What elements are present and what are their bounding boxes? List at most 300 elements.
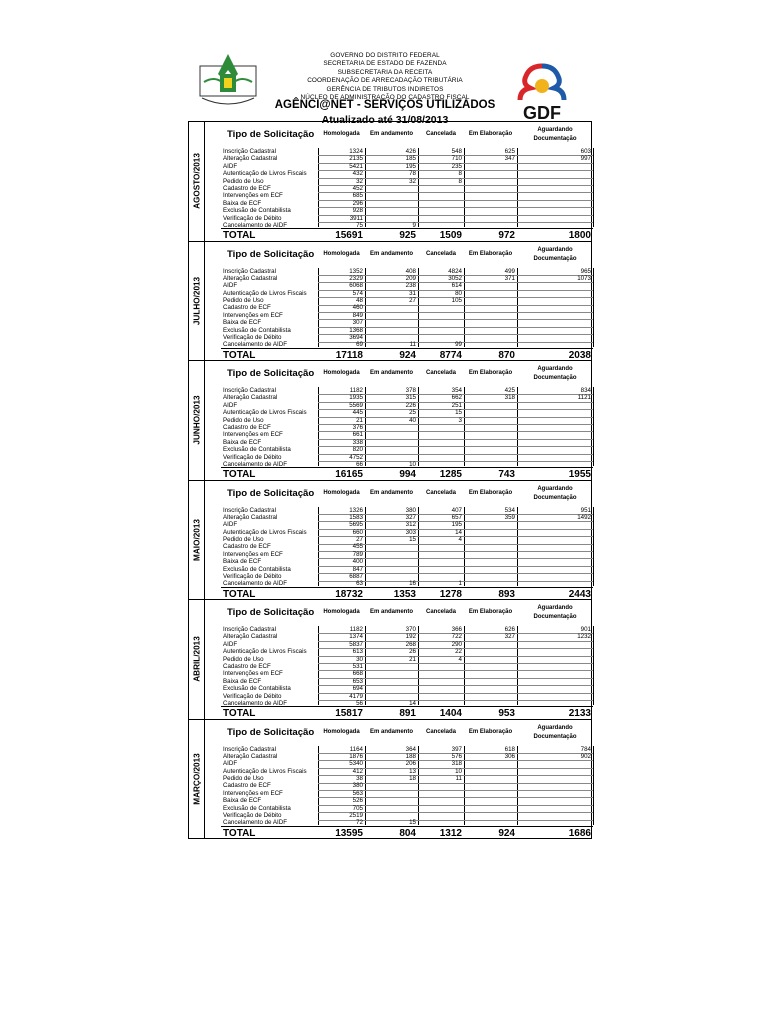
column-header-elaboracao: Em Elaboração [468,728,513,735]
month-block [188,241,592,362]
month-label: AGOSTO/2013 [192,153,201,210]
total-value: 972 [498,230,515,241]
table-header [221,122,593,148]
table-row [221,200,593,207]
total-value: 743 [498,469,515,480]
row-label: Alteração Cadastral [223,274,278,282]
table-row [221,797,593,804]
table-row [221,319,593,326]
cell-value: 603 [580,148,591,155]
total-value: 1404 [439,708,462,719]
cell-value: 1 [458,580,462,588]
cell-value: 195 [405,162,416,170]
row-label: AIDF [223,282,238,290]
cell-value: 1232 [577,633,591,641]
row-label: Inscrição Cadastral [223,626,276,633]
table-row [221,685,593,692]
total-value: 2133 [568,708,591,719]
row-label: Exclusão de Contabilista [223,565,291,573]
table-row [221,304,593,311]
table-row [221,446,593,453]
table-row [221,268,593,275]
cell-value: 576 [451,752,462,760]
column-header-aguardando-line2: Documentação [533,733,577,740]
cell-value: 400 [352,558,363,566]
cell-value: 188 [405,752,416,760]
row-label: Verificação de Débito [223,812,282,820]
total-label: TOTAL [223,708,256,719]
cell-value: 1182 [349,387,363,394]
column-header-aguardando-line2: Documentação [533,494,577,501]
cell-value: 80 [455,289,462,297]
cell-value: 14 [409,699,416,707]
cell-value: 359 [504,513,515,521]
row-label: Inscrição Cadastral [223,148,276,155]
cell-value: 376 [352,423,363,431]
cell-value: 534 [504,506,515,514]
month-table [221,122,593,241]
row-label: Baixa de ECF [223,558,262,566]
cell-value: 40 [409,416,416,424]
month-label: MAIO/2013 [192,518,201,561]
grid-vertical-line [593,507,594,586]
cell-value: 1583 [349,513,363,521]
grid-vertical-line [593,148,594,227]
table-header [221,720,593,746]
cell-value: 75 [356,221,363,229]
cell-value: 2135 [349,155,363,163]
cell-value: 370 [405,626,416,633]
cell-value: 710 [451,155,462,163]
cell-value: 657 [451,513,462,521]
cell-value: 849 [352,311,363,319]
header-line: COORDENAÇÃO DE ARRECADAÇÃO TRIBUTÁRIA [307,77,463,85]
cell-value: 397 [451,745,462,753]
total-value: 893 [498,588,515,600]
total-value: 1800 [568,230,591,241]
total-value: 16165 [335,469,363,480]
table-row [221,163,593,170]
table-row [221,775,593,782]
column-header-aguardando-line1: Aguardando [537,366,573,372]
month-label-cell [189,242,205,361]
table-row [221,170,593,177]
cell-value: 56 [356,699,363,707]
cell-value: 445 [352,409,363,417]
month-block [188,480,592,601]
month-label-cell [189,481,205,600]
cell-value: 834 [580,387,591,394]
column-header-aguardando [517,604,593,622]
table-row [221,529,593,536]
row-label: Inscrição Cadastral [223,506,276,514]
column-header-aguardando-line1: Aguardando [537,485,573,492]
table-row [221,768,593,775]
cell-value: 354 [451,387,462,394]
table-row [221,693,593,700]
month-label-cell [189,361,205,480]
column-header-homologada: Homologada [323,131,360,137]
table-row [221,656,593,663]
table-row [221,678,593,685]
column-header-elaboracao: Em Elaboração [468,370,513,376]
table-row [221,536,593,543]
cell-value: 195 [451,521,462,529]
table-row [221,148,593,155]
cell-value: 626 [504,626,515,633]
cell-value: 3052 [448,274,462,282]
row-label: Exclusão de Contabilista [223,446,291,454]
grid-vertical-line [593,626,594,705]
row-label: Cancelamento de AIDF [223,341,287,349]
column-header-tipo: Tipo de Solicitação [227,368,315,379]
row-label: Exclusão de Contabilista [223,804,291,812]
cell-value: 296 [352,199,363,207]
cell-value: 66 [356,460,363,468]
cell-value: 3 [458,416,462,424]
column-header-cancelada: Cancelada [425,728,456,735]
table-row [221,805,593,812]
cell-value: 1876 [349,752,363,760]
cell-value: 789 [352,550,363,558]
row-label: Cancelamento de AIDF [223,699,287,707]
cell-value: 1121 [577,394,591,402]
row-label: Cancelamento de AIDF [223,819,287,827]
cell-value: 455 [352,543,363,551]
column-header-aguardando-line1: Aguardando [537,246,573,253]
cell-value: 694 [352,685,363,693]
header-line: GERÊNCIA DE TRIBUTOS INDIRETOS [326,85,444,93]
total-row [221,826,593,841]
table-row [221,297,593,304]
government-header-lines [250,52,520,102]
cell-value: 526 [352,797,363,805]
table-rows [221,148,593,229]
grid-vertical-line [593,387,594,466]
total-value: 17118 [335,349,363,361]
total-value: 13595 [335,827,363,839]
row-label: AIDF [223,521,238,529]
total-value: 1278 [439,588,462,600]
row-label: AIDF [223,162,238,170]
row-label: Autenticação de Livros Fiscais [223,767,307,775]
month-table [221,481,593,600]
row-label: Inscrição Cadastral [223,745,276,753]
table-rows [221,507,593,588]
cell-value: 21 [356,416,363,424]
column-header-aguardando [517,485,593,503]
table-row [221,178,593,185]
total-value: 994 [399,469,416,480]
grid-vertical-line [593,746,594,825]
cell-value: 347 [504,155,515,163]
table-row [221,207,593,214]
cell-value: 185 [405,155,416,163]
column-header-aguardando-line2: Documentação [533,614,577,620]
row-label: Exclusão de Contabilista [223,685,291,693]
cell-value: 27 [409,297,416,305]
cell-value: 318 [504,394,515,402]
table-row [221,790,593,797]
table-row [221,782,593,789]
cell-value: 499 [504,267,515,275]
column-header-aguardando-line1: Aguardando [537,724,573,731]
cell-value: 48 [356,297,363,305]
table-row [221,663,593,670]
column-header-tipo: Tipo de Solicitação [227,248,315,260]
total-label: TOTAL [223,349,256,361]
row-label: Intervenções em ECF [223,311,283,319]
total-value: 1312 [439,827,462,839]
row-label: Baixa de ECF [223,677,262,685]
table-row [221,573,593,580]
row-label: Autenticação de Livros Fiscais [223,528,307,536]
cell-value: 653 [352,677,363,685]
month-table [221,242,593,361]
row-label: Intervenções em ECF [223,670,283,678]
month-label-cell [189,600,205,719]
table-row [221,507,593,514]
cell-value: 31 [409,289,416,297]
total-value: 1285 [439,469,462,480]
table-row [221,521,593,528]
cell-value: 27 [356,536,363,544]
month-table [221,720,593,839]
row-label: Cadastro de ECF [223,543,271,551]
cell-value: 192 [405,633,416,641]
row-label: Cadastro de ECF [223,184,271,192]
cell-value: 928 [352,207,363,215]
column-header-homologada: Homologada [323,250,360,257]
cell-value: 3694 [349,334,363,342]
row-label: Cadastro de ECF [223,304,271,312]
table-header [221,242,593,268]
column-header-homologada: Homologada [323,728,360,735]
cell-value: 78 [409,170,416,178]
cell-value: 902 [580,752,591,760]
cell-value: 4 [458,536,462,544]
cell-value: 5837 [349,640,363,648]
column-header-tipo: Tipo de Solicitação [227,487,315,499]
header-line: NÚCLEO DE ADMINISTRAÇÃO DO CADASTRO FISCAL [300,94,470,102]
row-label: Pedido de Uso [223,297,264,305]
month-block [188,121,592,242]
column-header-elaboracao: Em Elaboração [468,131,513,137]
table-row [221,282,593,289]
column-header-cancelada: Cancelada [425,370,456,376]
table-rows [221,387,593,468]
table-header [221,361,593,387]
month-block [188,599,592,720]
total-value: 924 [399,349,416,361]
cell-value: 318 [451,760,462,768]
header-line: SUBSECRETARIA DA RECEITA [337,68,433,76]
cell-value: 426 [405,148,416,155]
total-value: 1509 [439,230,462,241]
table-row [221,753,593,760]
cell-value: 997 [580,155,591,163]
cell-value: 327 [405,513,416,521]
row-label: Intervenções em ECF [223,192,283,200]
row-label: Inscrição Cadastral [223,267,276,275]
table-row [221,185,593,192]
total-value: 953 [498,708,515,719]
total-value: 870 [498,349,515,361]
cell-value: 2519 [349,812,363,820]
cell-value: 315 [405,394,416,402]
cell-value: 364 [405,745,416,753]
cell-value: 5421 [349,162,363,170]
row-label: Verificação de Débito [223,334,282,342]
cell-value: 1182 [349,626,363,633]
cell-value: 965 [580,267,591,275]
gdf-logo-text: GDF [523,103,561,122]
cell-value: 4752 [349,453,363,461]
row-label: Cancelamento de AIDF [223,580,287,588]
cell-value: 235 [451,162,462,170]
cell-value: 30 [356,655,363,663]
cell-value: 618 [504,745,515,753]
row-label: Pedido de Uso [223,775,264,783]
column-header-andamento: Em andamento [369,131,413,137]
cell-value: 6068 [349,282,363,290]
column-header-homologada: Homologada [323,370,360,376]
cell-value: 226 [405,401,416,409]
cell-value: 15 [409,819,416,827]
cell-value: 685 [352,192,363,200]
total-value: 804 [399,827,416,839]
month-label-cell [189,122,205,241]
cell-value: 432 [352,170,363,178]
cell-value: 312 [405,521,416,529]
row-label: Baixa de ECF [223,797,262,805]
cell-value: 1368 [349,326,363,334]
row-label: Baixa de ECF [223,199,262,207]
table-row [221,439,593,446]
cell-value: 408 [405,267,416,275]
cell-value: 412 [352,767,363,775]
row-label: Cancelamento de AIDF [223,221,287,229]
page-subtitle: Atualizado até 31/08/2013 [321,114,449,126]
table-row [221,402,593,409]
row-label: Pedido de Uso [223,416,264,424]
cell-value: 460 [352,304,363,312]
cell-value: 22 [455,648,462,656]
cell-value: 662 [451,394,462,402]
cell-value: 14 [455,528,462,536]
cell-value: 563 [352,789,363,797]
cell-value: 21 [409,655,416,663]
total-value: 15817 [335,708,363,719]
header-line: GOVERNO DO DISTRITO FEDERAL [330,52,440,59]
column-header-elaboracao: Em Elaboração [468,250,513,257]
cell-value: 4179 [349,692,363,700]
table-row [221,760,593,767]
cell-value: 290 [451,640,462,648]
table-row [221,514,593,521]
cell-value: 338 [352,438,363,446]
cell-value: 5340 [349,760,363,768]
month-table [221,361,593,480]
row-label: Baixa de ECF [223,438,262,446]
row-label: Alteração Cadastral [223,513,278,521]
table-row [221,192,593,199]
column-header-andamento: Em andamento [369,728,413,735]
row-label: Alteração Cadastral [223,394,278,402]
total-value: 924 [498,827,515,839]
cell-value: 32 [409,177,416,185]
table-row [221,424,593,431]
column-header-aguardando-line2: Documentação [533,375,577,381]
cell-value: 574 [352,289,363,297]
row-label: Verificação de Débito [223,214,282,222]
cell-value: 15 [409,536,416,544]
total-value: 925 [399,230,416,241]
column-header-cancelada: Cancelada [425,131,456,137]
cell-value: 72 [356,819,363,827]
row-label: AIDF [223,401,238,409]
table-row [221,551,593,558]
column-header-homologada: Homologada [323,609,360,615]
column-header-aguardando-line1: Aguardando [537,127,573,133]
row-label: Inscrição Cadastral [223,387,276,394]
row-label: Intervenções em ECF [223,550,283,558]
cell-value: 366 [451,626,462,633]
total-value: 1353 [393,588,416,600]
table-header [221,600,593,626]
total-value: 18732 [335,588,363,600]
table-row [221,312,593,319]
cell-value: 15 [455,409,462,417]
cell-value: 63 [356,580,363,588]
table-row [221,558,593,565]
cell-value: 3911 [349,214,363,222]
cell-value: 614 [451,282,462,290]
row-label: Intervenções em ECF [223,431,283,439]
total-label: TOTAL [223,827,256,839]
cell-value: 1073 [577,274,591,282]
table-rows [221,746,593,827]
table-row [221,215,593,222]
total-label: TOTAL [223,230,256,241]
month-label: JULHO/2013 [192,276,201,325]
total-label: TOTAL [223,469,256,480]
cell-value: 6887 [349,573,363,581]
cell-value: 238 [405,282,416,290]
table-row [221,155,593,162]
row-label: Verificação de Débito [223,453,282,461]
row-label: Alteração Cadastral [223,155,278,163]
table-row [221,670,593,677]
table-row [221,633,593,640]
table-row [221,409,593,416]
cell-value: 531 [352,662,363,670]
cell-value: 38 [356,775,363,783]
monthly-tables [188,122,592,839]
cell-value: 625 [504,148,515,155]
cell-value: 1935 [349,394,363,402]
row-label: AIDF [223,760,238,768]
total-value: 15691 [335,230,363,241]
column-header-homologada: Homologada [323,489,360,496]
table-row [221,566,593,573]
cell-value: 1492 [577,513,591,521]
cell-value: 380 [352,782,363,790]
table-row [221,641,593,648]
cell-value: 705 [352,804,363,812]
column-header-aguardando-line1: Aguardando [537,605,573,611]
column-header-andamento: Em andamento [369,250,413,257]
